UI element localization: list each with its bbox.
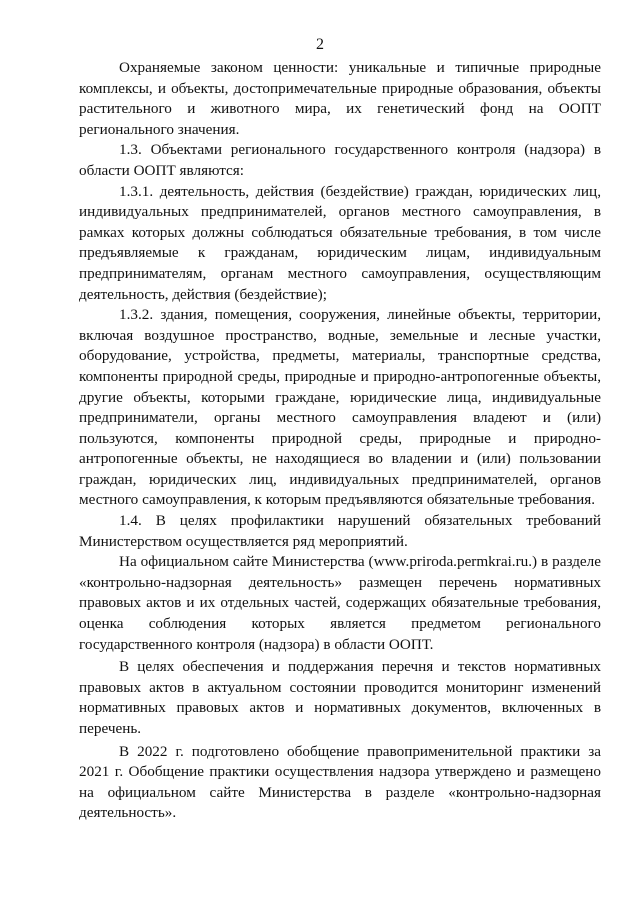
page-number: 2 xyxy=(316,36,324,53)
paragraph-2022-practice: В 2022 г. подготовлено обобщение правоприменительной практики за 2021 г. Обобщение практики осуществления надзора утверждено и размещено на официальном сайте Министерства в разделе «контрольно-надзорная деятельность». xyxy=(79,742,601,822)
paragraph-1-3-2: 1.3.2. здания, помещения, сооружения, линейные объекты, территории, включая воздушное пространство, водные, земельные и лесные участки, оборудование, устройства, предметы, материалы, транспортные средства, компоненты природной среды, природные и природно-антропогенные объекты, другие объекты, которыми граждане, юридические лица, индивидуальные предприниматели, органы местного самоуправления владеют и (или) пользуются, компоненты природной среды, природные и природно-антропогенные объекты, не находящиеся во владении и (или) пользовании граждан, юридических лиц, индивидуальных предпринимателей, органов местного самоуправления, к которым предъявляются обязательные требования. xyxy=(79,306,601,509)
paragraph-1-3-1: 1.3.1. деятельность, действия (бездействие) граждан, юридических лиц, индивидуальных предпринимателей, органов местного самоуправления, в рамках которых должны соблюдаться обязательные требования, в том числе предъявляемые к гражданам, юридическим лицам, индивидуальным предпринимателям, органам местного самоуправления, осуществляющим деятельность, действия (бездействие); xyxy=(79,182,601,303)
paragraph-1-4: 1.4. В целях профилактики нарушений обязательных требований Министерством осуществляется ряд мероприятий. xyxy=(79,512,601,550)
paragraph-protected-values: Охраняемые законом ценности: уникальные и типичные природные комплексы, и объекты, достопримечательные природные образования, объекты растительного и животного мира, их генетический фонд на ООПТ регионального значения. xyxy=(79,59,601,138)
paragraph-monitoring: В целях обеспечения и поддержания перечня и текстов нормативных правовых актов в актуальном состоянии проводится мониторинг изменений нормативных правовых актов и нормативных документов, включенных в перечень. xyxy=(79,658,601,737)
paragraph-official-site: На официальном сайте Министерства (www.priroda.permkrai.ru.) в разделе «контрольно-надзорная деятельность» размещен перечень нормативных правовых актов и их отдельных частей, содержащих обязательные требования, оценка соблюдения которых является предметом регионального государственного контроля (надзора) в области ООПТ. xyxy=(79,553,601,653)
document-body xyxy=(79,58,601,824)
paragraph-1-3: 1.3. Объектами регионального государственного контроля (надзора) в области ООПТ являются: xyxy=(79,141,601,179)
